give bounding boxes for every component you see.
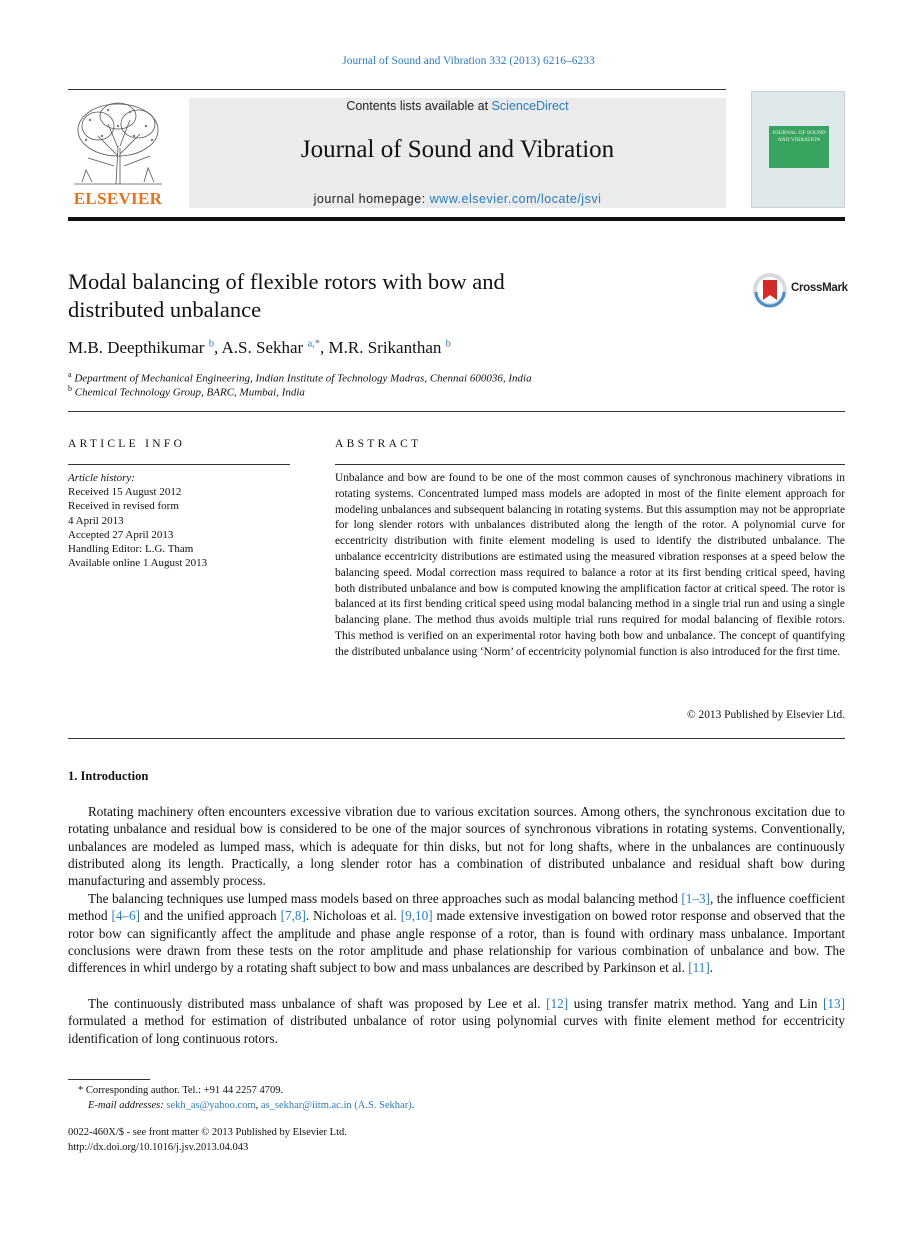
abstract-text: Unbalance and bow are found to be one of the most common causes of synchronous machinery vibrations in rotating systems. Concentrated lumped mass models are adopted in most of the finite element approach for modeling unbalances and subsequent balancing in rotating systems. But this assumption may not be appropriate for long slender rotors with unbalances distributed along the length of the rotor. A polynomial curve for eccentricity distribution with finite element modeling is used to identify the distributed unbalance. The unbalance eccentricity distributions are estimated using the measured vibration responses at a speed below the balancing speed. Modal correction mass required to balance a rotor at its first bending critical speed, having both distributed unbalance and bow is computed knowing the amplification factor at critical speed. The rotor is balanced at its first bending critical speed using modal balancing method in a single trial run and using a single balancing plane. The method thus avoids multiple trial runs required for modal balancing of flexible rotors. This method is verified on an experimental rotor having both bow and unbalance. The concept of quantifying the distributed unbalance using ‘Norm’ of eccentricity polynomial function is also introduced for the first time. — [335, 472, 845, 658]
abstract-copyright: © 2013 Published by Elsevier Ltd. — [687, 709, 845, 721]
author-separator: , — [320, 338, 329, 357]
elsevier-wordmark: ELSEVIER — [73, 189, 163, 208]
section-heading-introduction: 1. Introduction — [68, 769, 149, 783]
email-separator: , — [255, 1100, 261, 1112]
contents-prefix: Contents lists available at — [346, 99, 492, 113]
author-affiliation-mark[interactable]: b — [208, 338, 214, 350]
homepage-line — [189, 192, 726, 206]
corresponding-author-note: * Corresponding author. Tel.: +91 44 2257 4709. — [78, 1085, 284, 1096]
journal-cover-thumbnail[interactable] — [751, 91, 845, 208]
affiliation-mark: b — [68, 384, 72, 393]
issn-line: 0022-460X/$ - see front matter © 2013 Published by Elsevier Ltd. — [68, 1127, 347, 1138]
paragraph-text: made extensive investigation on bowed rotor response and observed that the rotor bow can significantly affect the amplitude and phase angle response of a rotor, than is found with ordinary mass unbalance. Important conclusions were drawn from these tests on the rotor amplitude and phase relationship for various combination of unbalance and bow. The differences in whirl undergo by a rotating shaft subject to bow and mass unbalances are described by Parkinson et al. — [68, 908, 846, 976]
history-item: Received 15 August 2012 — [68, 486, 182, 499]
paragraph-text: , the influence coefficient method — [68, 891, 845, 924]
crossmark-label: CrossMark — [791, 282, 848, 294]
homepage-link[interactable]: www.elsevier.com/locate/jsvi — [429, 192, 602, 206]
author-name[interactable]: M.R. Srikanthan — [328, 338, 442, 357]
affiliation-text: Department of Mechanical Engineering, Indian Institute of Technology Madras, Chennai 600036, India — [74, 372, 532, 385]
issn-block — [68, 1125, 347, 1155]
journal-banner — [189, 98, 726, 208]
author-affiliation-mark[interactable]: b — [445, 338, 451, 350]
intro-paragraph-3 — [68, 995, 845, 1047]
affiliation-mark: a — [68, 370, 72, 379]
citation-link[interactable]: [13] — [823, 996, 846, 1011]
affiliation-text: Chemical Technology Group, BARC, Mumbai, India — [74, 386, 305, 399]
citation-link[interactable]: [12] — [546, 996, 569, 1011]
paragraph-text: using transfer matrix method. Yang and Lin — [568, 996, 824, 1011]
affiliation-b — [68, 384, 305, 399]
paragraph-text: and the unified approach — [140, 908, 281, 924]
divider — [335, 464, 845, 465]
footnote-rule — [68, 1079, 150, 1080]
cover-title-text: JOURNAL OF SOUND AND VIBRATION — [772, 130, 826, 143]
header-thick-rule — [68, 217, 845, 221]
email-link[interactable]: as_sekhar@iitm.ac.in (A.S. Sekhar) — [260, 1100, 412, 1112]
journal-citation[interactable]: Journal of Sound and Vibration 332 (2013) 6216–6233 — [342, 55, 595, 67]
doi-link[interactable]: http://dx.doi.org/10.1016/j.jsv.2013.04.043 — [68, 1142, 249, 1153]
email-end: . — [411, 1100, 415, 1112]
history-item: Available online 1 August 2013 — [68, 557, 208, 570]
journal-title: Journal of Sound and Vibration — [300, 136, 615, 163]
intro-paragraph-2 — [68, 890, 845, 976]
author-list — [68, 338, 451, 358]
history-label: Article history: — [68, 472, 135, 484]
intro-paragraph-1 — [68, 803, 845, 889]
elsevier-tree-icon — [68, 96, 168, 188]
history-item: Received in revised form — [68, 500, 179, 513]
history-item: Handling Editor: L.G. Tham — [68, 543, 194, 556]
citation-link[interactable]: [7,8] — [280, 908, 306, 924]
footnotes — [68, 1083, 414, 1113]
author-name[interactable]: M.B. Deepthikumar — [68, 338, 205, 357]
divider — [68, 411, 845, 412]
author-affiliation-mark[interactable]: a,* — [307, 338, 321, 350]
email-note — [68, 1098, 414, 1113]
sciencedirect-link[interactable]: ScienceDirect — [491, 99, 569, 113]
contents-line — [189, 99, 726, 113]
article-title: Modal balancing of flexible rotors with bow and distributed unbalance — [68, 269, 505, 322]
homepage-prefix: journal homepage: — [313, 192, 430, 206]
cover-green-panel — [769, 126, 829, 168]
citation-link[interactable]: [1–3] — [681, 891, 710, 906]
paragraph-text: . — [709, 960, 714, 976]
article-history — [68, 471, 290, 570]
header-top-rule — [68, 89, 726, 90]
paragraph-text: The continuously distributed mass unbalance of shaft was proposed by Lee et al. — [88, 996, 547, 1011]
paragraph-text: formulated a method for estimation of distributed unbalance of rotor using polynomial curves with finite element method for eccentricity identification of long continuous rotors. — [68, 1013, 845, 1046]
citation-link[interactable]: [4–6] — [111, 908, 141, 924]
abstract-heading: ABSTRACT — [335, 438, 422, 450]
affiliation-a — [68, 370, 532, 385]
citation-link[interactable]: [9,10] — [400, 908, 433, 924]
divider — [68, 464, 290, 465]
paragraph-text: Rotating machinery often encounters excessive vibration due to various excitation sources. Among others, the synchronous excitation due to rotating unbalance and residual bow is considered to be one of the major sources of synchronous vibrations in rotating systems. Conventionally, unbalances are modeled as lumped mass, which is adequate for thin disks, but not for long shafts, where in the unbalances are continuously distributed along its length. Practically, a long slender rotor has a combination of distributed unbalance and residual shaft bow during manufacturing and assembly process. — [68, 804, 845, 889]
elsevier-logo[interactable] — [68, 96, 168, 209]
email-link[interactable]: sekh_as@yahoo.com — [166, 1100, 256, 1112]
history-item: Accepted 27 April 2013 — [68, 528, 174, 541]
history-item: 4 April 2013 — [68, 514, 124, 527]
crossmark-icon — [752, 272, 788, 308]
citation-link[interactable]: [11] — [688, 960, 710, 976]
author-separator: , — [213, 338, 222, 357]
paragraph-text: The balancing techniques use lumped mass models based on three approaches such as modal balancing method — [88, 891, 682, 906]
email-label: E-mail addresses: — [88, 1100, 167, 1112]
article-info-heading: ARTICLE INFO — [68, 438, 186, 450]
divider — [68, 738, 845, 739]
crossmark-badge[interactable] — [752, 272, 852, 308]
paragraph-text: . Nicholoas et al. — [305, 908, 401, 924]
author-name[interactable]: A.S. Sekhar — [221, 338, 304, 357]
